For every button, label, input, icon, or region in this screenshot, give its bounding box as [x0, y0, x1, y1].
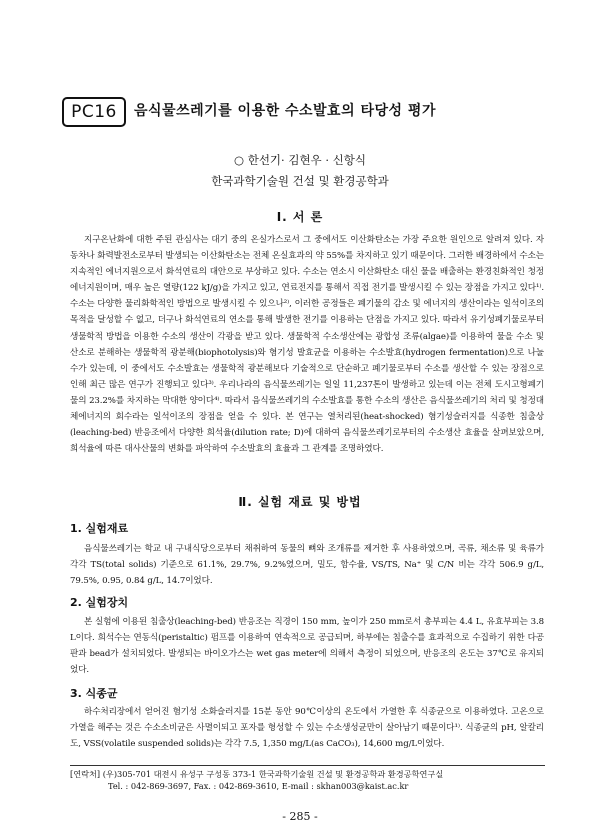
subsection-heading-materials: 1. 실험재료 — [70, 522, 129, 535]
subsection-heading-apparatus: 2. 실험장치 — [70, 596, 129, 609]
paper-title: 음식물쓰레기를 이용한 수소발효의 타당성 평가 — [134, 103, 436, 119]
apparatus-paragraph: 본 실험에 이용된 침출상(leaching-bed) 반응조는 직경이 150 mm, 높이가 250 mm로서 총부피는 4.4 L, 유효부피는 3.8 L이다. 희석수는 연동식(peristaltic) 펌프를 이용하여 연속적으로 공급되며, 하부에는 침출수를 효과적으로 수집하기 위한 다공판과 bead가 설치되었다. 발생되는 바이오가스는 wet gas meter에 의해서 측정이 되었으며, 반응조의 온도는 37℃로 유지되었다. — [70, 617, 544, 676]
contact-footer — [70, 768, 545, 792]
contact-address: [연락처] (우)305-701 대전시 유성구 구성동 373-1 한국과학기술원 건설 및 환경공학과 환경공학연구실 — [70, 769, 444, 779]
authors: ○ 한선기· 김현우 · 신항식 — [234, 153, 366, 167]
intro-heading: Ⅰ. 서 론 — [276, 210, 324, 224]
intro-paragraph: 지구온난화에 대한 주된 관심사는 대기 중의 온실가스로서 그 중에서도 이산화탄소는 가장 주요한 원인으로 알려져 있다. 자동차나 화력발전소로부터 발생되는 이산화탄소는 전체 온실효과의 약 55%를 차지하고 있기 때문이다. 그러한 배경하에서 수소는 지속적인 에너지원으로서 화석연료의 대안으로 부상하고 있다. 수소는 연소시 이산화탄소 대신 물을 배출하는 환경친화적인 청정에너지원이며, 매우 높은 열량(122 kJ/g)을 가지고 있고, 연료전지를 통해서 직접 전기를 발생시킬 수 있는 장점을 가지고 있다¹⁾. 수소는 다양한 물리화학적인 방법으로 발생시킬 수 있으나²⁾, 이러한 공정들은 폐기물의 감소 및 에너지의 생산이라는 일석이조의 목적을 달성할 수 없고, 더구나 화석연료의 연소를 통해 발생한 전기를 이용하는 단점을 가지고 있다. 따라서 유기성폐기물로부터 생물학적 방법을 이용한 수소의 생산이 각광을 받고 있다. 생물학적 수소생산에는 광합성 조류(algae)를 이용하여 물을 수소 및 산소로 분해하는 생물학적 광분해(biophotolysis)와 혐기성 발효균을 이용하는 수소발효(hydrogen fermentation)으로 나눌 수가 있는데, 이 중에서도 수소발효는 생물학적 광분해보다 기술적으로 단순하고 폐기물로부터 수소를 생산할 수 있는 장점으로 인해 최근 많은 연구가 진행되고 있다³⁾. 우리나라의 음식물쓰레기는 일일 11,237톤이 발생하고 있는데 이는 전체 도시고형폐기물의 23.2%를 차지하는 막대한 양이다⁴⁾. 따라서 음식물쓰레기의 수소발효를 통한 수소의 생산은 음식물쓰레기의 처리 및 청정대체에너지의 회수라는 일석이조의 장점을 얻을 수 있다. 본 연구는 열처리된(heat-shocked) 혐기성슬러지를 식종한 침출상(leaching-bed) 반응조에서 다양한 희석율(dilution rate; D)에 대하여 음식물쓰레기로부터의 수소생산 효율을 살펴보았으며, 희석율에 따른 대사산물의 변화를 파악하여 수소발효의 효율과 그 관계를 조명하였다. — [70, 235, 544, 455]
subsection-heading-inoculum: 3. 식종균 — [70, 687, 118, 700]
poster-code-badge: PC16 — [62, 97, 126, 127]
materials-paragraph: 음식물쓰레기는 학교 내 구내식당으로부터 채취하여 동물의 뼈와 조개류를 제거한 후 사용하였으며, 곡류, 채소류 및 육류가 각각 TS(total solids) 기준으로 61.1%, 29.7%, 9.2%였으며, 밀도, 함수율, VS/TS, Na⁺ 및 C/N 비는 각각 506.9 g/L, 79.5%, 0.95, 0.84 g/L, 14.7이었다. — [70, 544, 544, 587]
page-number: - 285 - — [282, 810, 318, 823]
footer-divider — [70, 765, 545, 766]
methods-heading: Ⅱ. 실험 재료 및 방법 — [238, 495, 362, 509]
affiliation: 한국과학기술원 건설 및 환경공학과 — [211, 174, 389, 188]
inoculum-paragraph: 하수처리장에서 얻어진 혐기성 소화슬러지를 15분 동안 90℃이상의 온도에서 가열한 후 식종균으로 이용하였다. 고온으로 가열을 해주는 것은 수소소비균은 사멸이되고 포자를 형성할 수 있는 수소생성균만이 살아남기 때문이다¹⁾. 식종균의 pH, 알칼리도, VSS(volatile suspended solids)는 각각 7.5, 1,350 mg/L(as CaCO₃), 14,600 mg/L이었다. — [70, 707, 544, 750]
contact-phone-email: Tel. : 042-869-3697, Fax. : 042-869-3610, E-mail : skhan003@kaist.ac.kr — [108, 781, 409, 791]
